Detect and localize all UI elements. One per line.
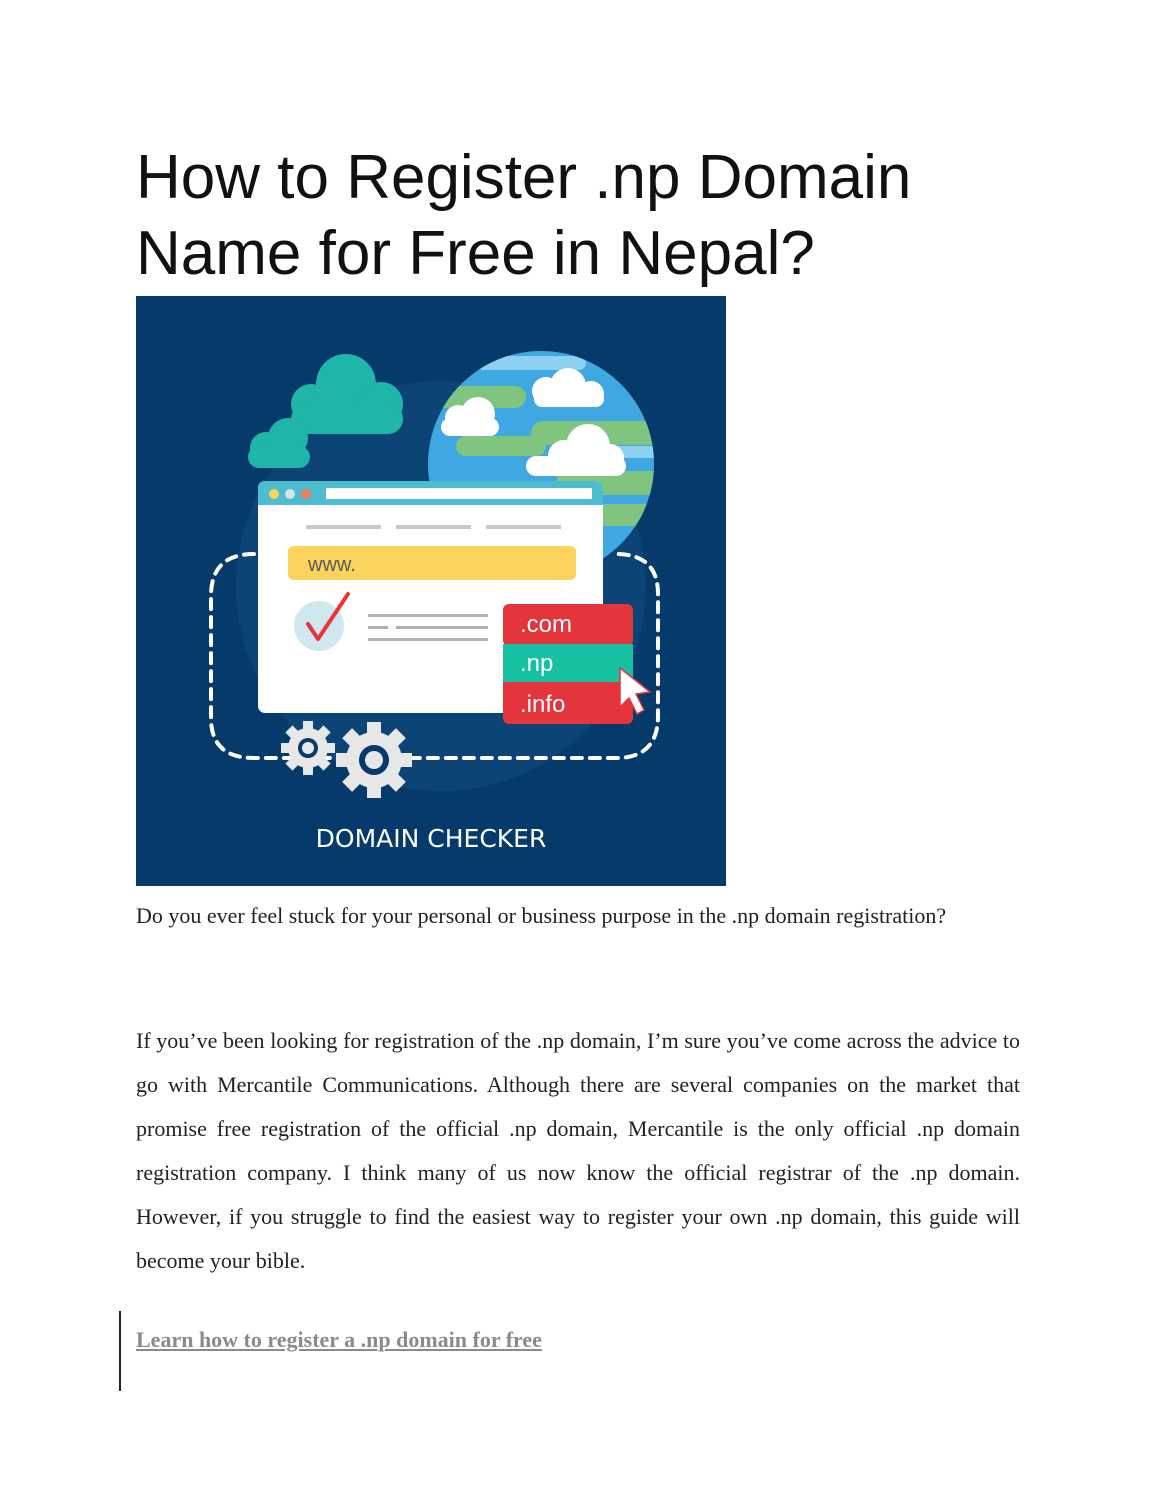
- hero-illustration: [136, 296, 726, 886]
- register-guide-link[interactable]: Learn how to register a .np domain for free: [136, 1327, 542, 1352]
- domain-options-list: [503, 604, 650, 724]
- domain-option-com-label: .com: [520, 611, 573, 638]
- domain-option-np-label: .np: [520, 650, 554, 677]
- hero-caption: DOMAIN CHECKER: [315, 824, 547, 853]
- page-title: How to Register .np Domain Name for Free in Nepal?: [136, 143, 912, 288]
- callout-divider: [119, 1311, 121, 1391]
- domain-option-info-label: .info: [520, 691, 566, 718]
- intro-paragraph: Do you ever feel stuck for your personal or business purpose in the .np domain registration?: [136, 903, 947, 928]
- address-bar-text: www.: [308, 554, 356, 576]
- body-paragraph: If you’ve been looking for registration of the .np domain, I’m sure you’ve come across the advice to go with Mercantile Communications. Although there are several companies on the market that promise free registration of the official .np domain, Mercantile is the only official .np domain registration company. I think many of us now know the official registrar of the .np domain. However, if you struggle to find the easiest way to register your own .np domain, this guide will become your bible.: [136, 1028, 1020, 1273]
